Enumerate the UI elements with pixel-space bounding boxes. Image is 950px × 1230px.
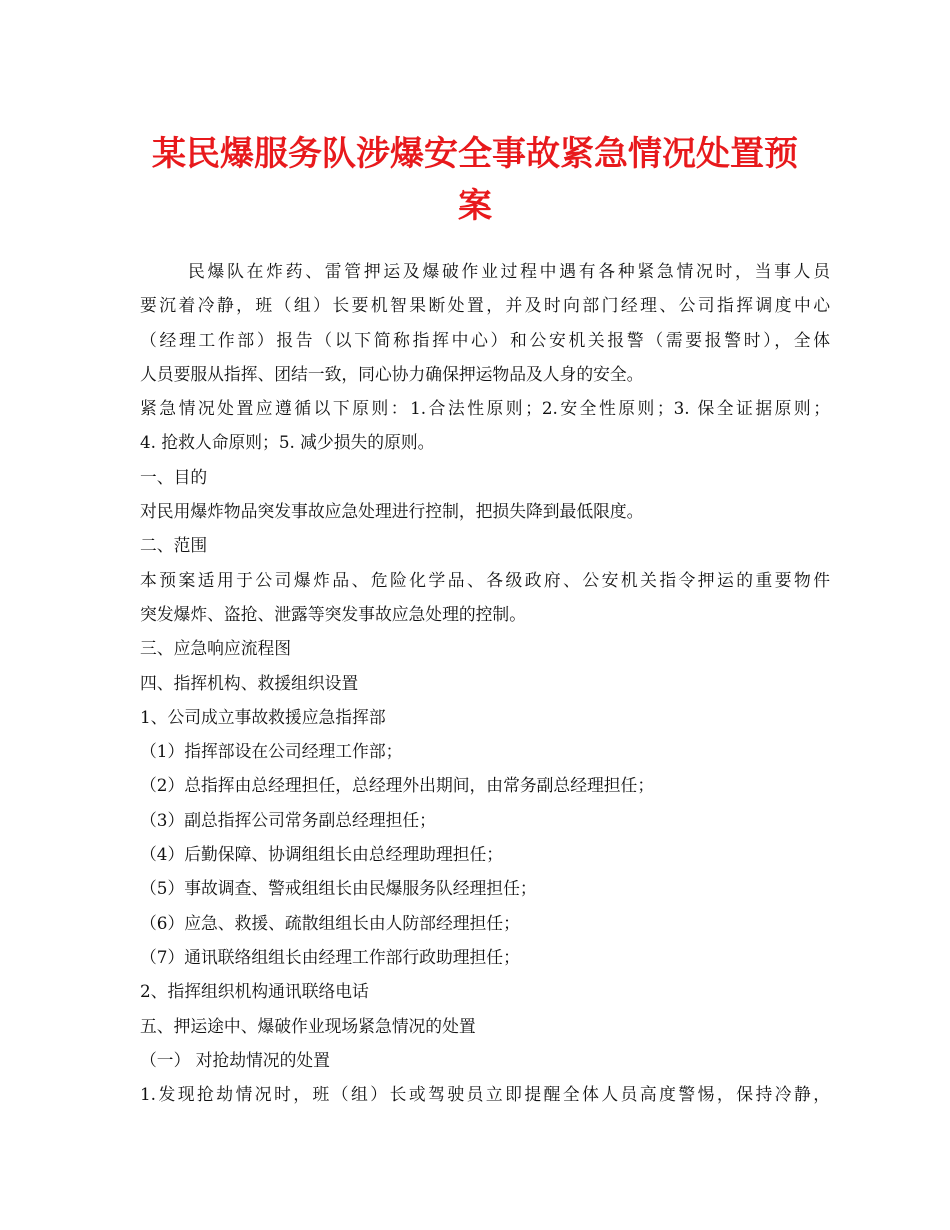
paragraph-intro-line: 要沉着冷静，班（组）长要机智果断处置，并及时向部门经理、公司指挥调度中心 <box>140 295 830 316</box>
list-item: （7）通讯联络组组长由经理工作部行政助理担任； <box>140 946 520 967</box>
body-text-line: 1.发现抢劫情况时，班（组）长或驾驶员立即提醒全体人员高度警惕，保持冷静， <box>140 1084 830 1105</box>
section-heading-scope: 二、范围 <box>140 535 208 556</box>
section-heading-purpose: 一、目的 <box>140 466 208 487</box>
principles-line: 紧急情况处置应遵循以下原则：1.合法性原则；2.安全性原则；3. 保全证据原则； <box>140 398 830 419</box>
title-line-1: 某民爆服务队涉爆安全事故紧急情况处置预 <box>152 134 798 174</box>
paragraph-intro-line: （经理工作部）报告（以下简称指挥中心）和公安机关报警（需要报警时），全体 <box>140 329 830 350</box>
paragraph-intro-line: 人员要服从指挥、团结一致，同心协力确保押运物品及人身的安全。 <box>140 363 644 384</box>
list-item: （5）事故调查、警戒组组长由民爆服务队经理担任； <box>140 878 537 899</box>
subsection-heading: 1、公司成立事故救援应急指挥部 <box>140 706 386 727</box>
scope-text: 突发爆炸、盗抢、泄露等突发事故应急处理的控制。 <box>140 603 526 624</box>
document-body <box>140 254 830 1111</box>
title-line-2: 案 <box>458 186 492 226</box>
paragraph-intro-line: 民爆队在炸药、雷管押运及爆破作业过程中遇有各种紧急情况时，当事人员 <box>188 261 830 281</box>
scope-text: 本预案适用于公司爆炸品、危险化学品、各级政府、公安机关指令押运的重要物件 <box>140 569 830 590</box>
principles-line: 4. 抢救人命原则；5. 减少损失的原则。 <box>140 432 435 453</box>
subsection-heading: 2、指挥组织机构通讯联络电话 <box>140 981 369 1002</box>
subsection-heading: （一） 对抢劫情况的处置 <box>140 1049 330 1070</box>
list-item: （6）应急、救援、疏散组组长由人防部经理担任； <box>140 912 520 933</box>
list-item: （3）副总指挥公司常务副总经理担任； <box>140 809 436 830</box>
document-title <box>120 128 830 232</box>
section-heading-command: 四、指挥机构、救援组织设置 <box>140 672 359 693</box>
section-heading-handling: 五、押运途中、爆破作业现场紧急情况的处置 <box>140 1015 476 1036</box>
purpose-text: 对民用爆炸物品突发事故应急处理进行控制，把损失降到最低限度。 <box>140 501 644 522</box>
section-heading-flowchart: 三、应急响应流程图 <box>140 638 292 659</box>
list-item: （2）总指挥由总经理担任，总经理外出期间，由常务副总经理担任； <box>140 775 655 796</box>
list-item: （4）后勤保障、协调组组长由总经理助理担任； <box>140 844 504 865</box>
list-item: （1）指挥部设在公司经理工作部； <box>140 741 403 762</box>
